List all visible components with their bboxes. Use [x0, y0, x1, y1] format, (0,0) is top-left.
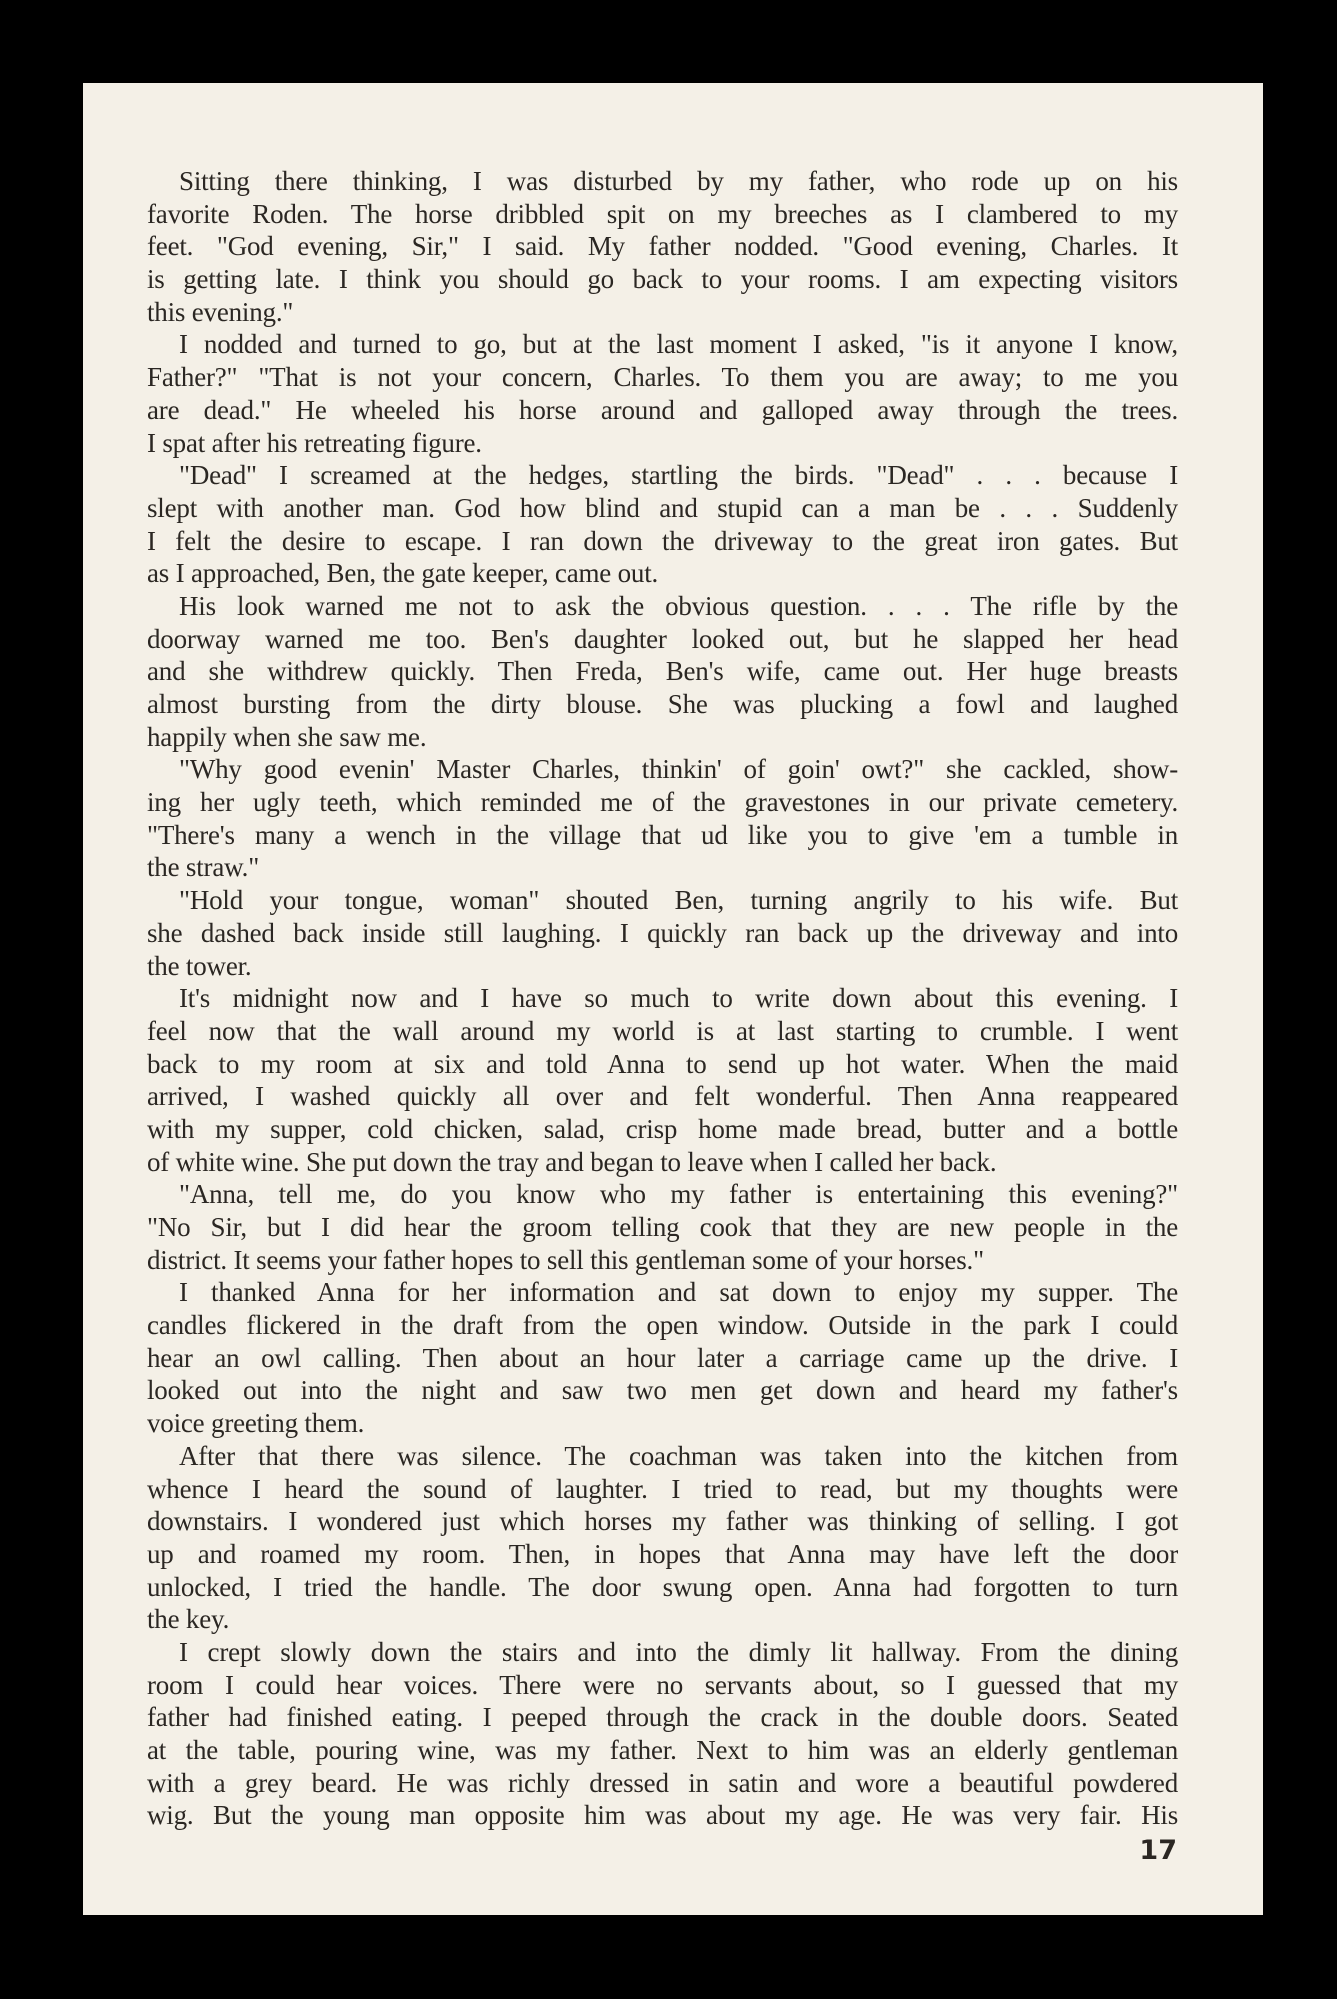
text-line: father had finished eating. I peeped through the crack in the double doors. Seated: [147, 1702, 1178, 1733]
text-line: His look warned me not to ask the obvious question. . . . The rifle by the: [179, 590, 1178, 621]
text-line: slept with another man. God how blind and stupid can a man be . . . Suddenly: [147, 492, 1178, 523]
text-line: of white wine. She put down the tray and began to leave when I called her back.: [147, 1146, 997, 1177]
book-page: [83, 83, 1263, 1915]
text-line: up and roamed my room. Then, in hopes that Anna may have left the door: [147, 1538, 1178, 1569]
text-line: the straw.": [147, 852, 260, 883]
text-line: Father?" "That is not your concern, Charles. To them you are away; to me you: [147, 362, 1178, 393]
text-line: "Hold your tongue, woman" shouted Ben, turning angrily to his wife. But: [179, 885, 1178, 916]
text-line: almost bursting from the dirty blouse. She was plucking a fowl and laughed: [147, 689, 1178, 719]
text-line: with a grey beard. He was richly dressed in satin and wore a beautiful powdered: [147, 1767, 1178, 1798]
text-line: "There's many a wench in the village that ud like you to give 'em a tumble in: [147, 819, 1178, 850]
paragraph: [147, 884, 1178, 982]
text-line: room I could hear voices. There were no servants about, so I guessed that my: [147, 1669, 1178, 1700]
text-line: the key.: [147, 1604, 230, 1635]
text-line: Sitting there thinking, I was disturbed by my father, who rode up on his: [179, 166, 1178, 196]
text-line: feet. "God evening, Sir," I said. My father nodded. "Good evening, Charles. It: [147, 231, 1178, 262]
text-line: It's midnight now and I have so much to write down about this evening. I: [179, 983, 1178, 1014]
text-line: district. It seems your father hopes to sell this gentleman some of your horses.": [147, 1244, 984, 1275]
page-number: 17: [1139, 1835, 1177, 1866]
text-line: wig. But the young man opposite him was about my age. He was very fair. His: [147, 1800, 1178, 1831]
text-line: unlocked, I tried the handle. The door swung open. Anna had forgotten to turn: [147, 1571, 1178, 1602]
paragraph: [147, 328, 1178, 459]
text-line: downstairs. I wondered just which horses my father was thinking of selling. I got: [147, 1506, 1178, 1537]
text-line: After that there was silence. The coachman was taken into the kitchen from: [179, 1440, 1178, 1471]
text-line: "No Sir, but I did hear the groom telling cook that they are new people in the: [147, 1212, 1178, 1242]
text-line: I thanked Anna for her information and sat down to enjoy my supper. The: [179, 1277, 1178, 1308]
paragraph: [147, 1440, 1178, 1636]
text-line: I felt the desire to escape. I ran down the driveway to the great iron gates. But: [147, 525, 1178, 556]
paragraph: [147, 165, 1178, 328]
body-text: [147, 165, 1178, 1832]
text-line: feel now that the wall around my world is at last starting to crumble. I went: [147, 1015, 1178, 1046]
text-line: whence I heard the sound of laughter. I tried to read, but my thoughts were: [147, 1473, 1178, 1504]
text-line: doorway warned me too. Ben's daughter looked out, but he slapped her head: [147, 623, 1178, 654]
text-line: and she withdrew quickly. Then Freda, Ben's wife, came out. Her huge breasts: [147, 656, 1178, 687]
text-line: as I approached, Ben, the gate keeper, came out.: [147, 558, 659, 589]
text-line: this evening.": [147, 296, 294, 327]
text-line: are dead." He wheeled his horse around and galloped away through the trees.: [147, 394, 1178, 425]
text-line: I crept slowly down the stairs and into the dimly lit hallway. From the dining: [179, 1636, 1178, 1667]
text-line: she dashed back inside still laughing. I quickly ran back up the driveway and into: [147, 917, 1178, 948]
text-line: arrived, I washed quickly all over and felt wonderful. Then Anna reappeared: [147, 1081, 1178, 1112]
paragraph: [147, 590, 1178, 753]
paragraph: [147, 982, 1178, 1178]
text-line: back to my room at six and told Anna to send up hot water. When the maid: [147, 1048, 1178, 1079]
text-line: happily when she saw me.: [147, 721, 427, 752]
text-line: looked out into the night and saw two men get down and heard my father's: [147, 1375, 1178, 1406]
paragraph: [147, 1276, 1178, 1439]
text-line: at the table, pouring wine, was my father. Next to him was an elderly gentleman: [147, 1735, 1178, 1765]
paragraph: [147, 459, 1178, 590]
text-line: "Anna, tell me, do you know who my father is entertaining this evening?": [179, 1179, 1178, 1210]
text-line: ing her ugly teeth, which reminded me of the gravestones in our private cemetery.: [147, 787, 1178, 818]
text-line: favorite Roden. The horse dribbled spit on my breeches as I clambered to my: [147, 198, 1178, 229]
text-line: hear an owl calling. Then about an hour later a carriage came up the drive. I: [147, 1342, 1178, 1373]
text-line: is getting late. I think you should go back to your rooms. I am expecting visitors: [147, 264, 1178, 295]
text-line: I nodded and turned to go, but at the last moment I asked, "is it anyone I know,: [179, 329, 1178, 360]
paragraph: [147, 753, 1178, 884]
text-line: candles flickered in the draft from the open window. Outside in the park I could: [147, 1310, 1178, 1341]
text-line: I spat after his retreating figure.: [147, 427, 482, 458]
paragraph: [147, 1636, 1178, 1832]
text-line: voice greeting them.: [147, 1408, 365, 1439]
text-line: "Why good evenin' Master Charles, thinkin' of goin' owt?" she cackled, show-: [179, 754, 1178, 785]
text-line: with my supper, cold chicken, salad, crisp home made bread, butter and a bottle: [147, 1113, 1178, 1144]
text-line: "Dead" I screamed at the hedges, startling the birds. "Dead" . . . because I: [179, 460, 1178, 491]
text-line: the tower.: [147, 950, 252, 981]
paragraph: [147, 1178, 1178, 1276]
